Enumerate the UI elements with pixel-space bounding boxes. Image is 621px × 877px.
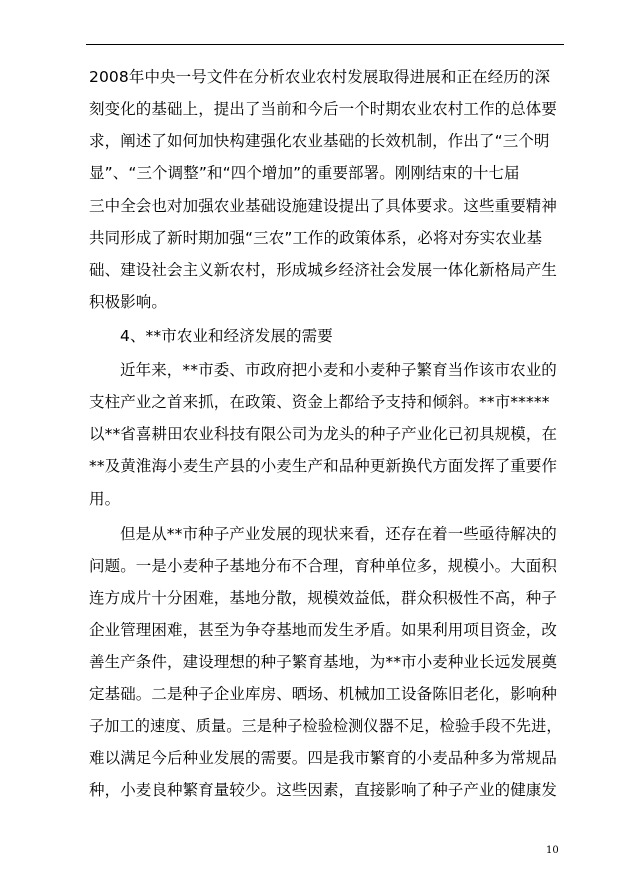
- text-line: 支柱产业之首来抓，在政策、资金上都给予支持和倾斜。**市*****: [89, 393, 550, 411]
- text-line: 积极影响。: [89, 293, 168, 311]
- text-line: 求，阐述了如何加快构建强化农业基础的长效机制，作出了“三个明: [89, 132, 550, 150]
- text-line: 但是从**市种子产业发展的现状来看，还存在着一些亟待解决的: [120, 525, 557, 543]
- header-rule: [86, 44, 564, 45]
- text-line: 问题。一是小麦种子基地分布不合理，育种单位多，规模小。大面积: [89, 557, 558, 575]
- text-line: 刻变化的基础上，提出了当前和今后一个时期农业农村工作的总体要: [89, 100, 558, 118]
- text-line: 以**省喜耕田农业科技有限公司为龙头的种子产业化已初具规模，在: [89, 425, 558, 443]
- text-line: 种，小麦良种繁育量较少。这些因素，直接影响了种子产业的健康发: [89, 781, 558, 799]
- text-line: 三中全会也对加强农业基础设施建设提出了具体要求。这些重要精神: [89, 197, 558, 215]
- text-line: **及黄淮海小麦生产县的小麦生产和品种更新换代方面发挥了重要作: [89, 457, 558, 475]
- text-line: 子加工的速度、质量。三是种子检验检测仪器不足，检验手段不先进，: [89, 717, 562, 735]
- text-line: 共同形成了新时期加强“三农”工作的政策体系，必将对夯实农业基: [89, 229, 543, 247]
- text-line: 难以满足今后种业发展的需要。四是我市繁育的小麦品种多为常规品: [89, 749, 558, 767]
- text-line: 企业管理困难，甚至为争夺基地而发生矛盾。如果利用项目资金，改: [89, 621, 558, 639]
- text-line: 定基础。二是种子企业库房、晒场、机械加工设备陈旧老化，影响种: [89, 685, 558, 703]
- page-number: 10: [546, 845, 559, 856]
- text-line: 善生产条件，建设理想的种子繁育基地，为**市小麦种业长远发展奠: [89, 653, 558, 671]
- text-line: 显”、“三个调整”和“四个增加”的重要部署。刚刚结束的十七届: [89, 164, 520, 182]
- text-line: 础、建设社会主义新农村，形成城乡经济社会发展一体化新格局产生: [89, 261, 558, 279]
- text-line: 2008年中央一号文件在分析农业农村发展取得进展和正在经历的深: [89, 68, 551, 86]
- text-line: 近年来，**市委、市政府把小麦和小麦种子繁育当作该市农业的: [120, 361, 557, 379]
- section-heading: 4、**市农业和经济发展的需要: [120, 327, 333, 345]
- text-line: 连方成片十分困难，基地分散，规模效益低，群众积极性不高，种子: [89, 589, 558, 607]
- text-line: 用。: [89, 490, 121, 508]
